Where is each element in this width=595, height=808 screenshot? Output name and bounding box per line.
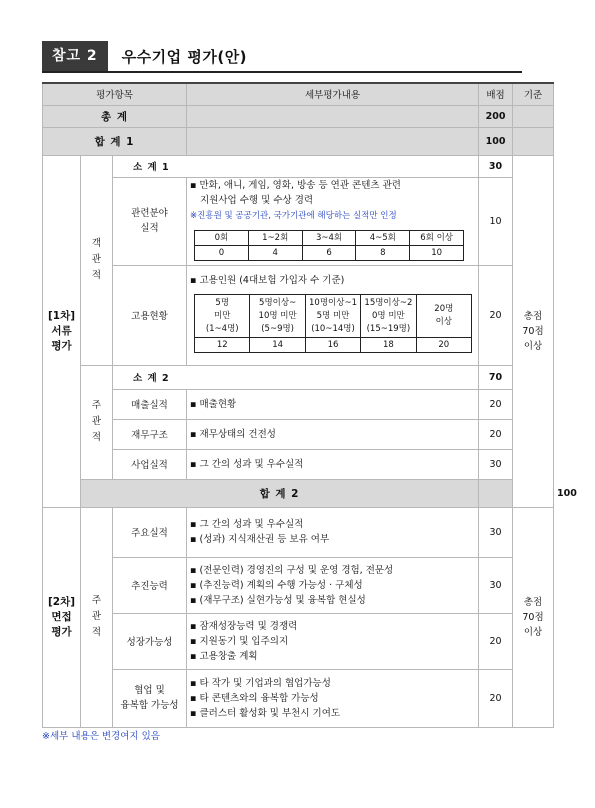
subtotal1-row: [43, 155, 554, 177]
interview-row-score: 30: [479, 557, 513, 613]
page-title: 우수기업 평가(안): [121, 47, 248, 66]
table-header-row: [43, 83, 554, 105]
employ-scale-head: [250, 295, 305, 338]
stage1-criteria-text: 총점 70점 이상: [522, 310, 544, 352]
record-bullet: ▪ 만화, 애니, 게임, 영화, 방송 등 연관 콘텐츠 관련: [190, 178, 475, 193]
title-underline: [42, 71, 522, 73]
interview-row: [43, 507, 554, 557]
subtotal1-score: 30: [479, 155, 513, 177]
employ-scale-value: 12: [195, 338, 250, 353]
subtotal2-row: [43, 365, 554, 389]
sum2-row: 합 계 2 100: [43, 479, 554, 507]
record-scale-value: 10: [410, 245, 464, 260]
interview-bullet: ▪ 타 작가 및 기업과의 협업가능성: [190, 676, 475, 691]
employ-scale-head-text: 5명 미만 (1~4명): [205, 297, 239, 334]
record-scale-table: [194, 230, 464, 261]
section-header: [42, 41, 247, 71]
employ-detail: [187, 265, 479, 365]
interview-row: [43, 613, 554, 669]
interview-bullet: ▪ (성과) 지식재산권 등 보유 여부: [190, 532, 475, 547]
subjective-row-label: 매출실적: [113, 389, 187, 419]
record-row: [43, 177, 554, 265]
stage2-criteria-text: 총점 70점 이상: [522, 596, 544, 638]
employ-label: 고용현황: [113, 265, 187, 365]
interview-row-detail: [187, 507, 479, 557]
interview-row-detail: [187, 613, 479, 669]
record-scale-head: 4~5회: [356, 230, 410, 245]
record-label: [113, 177, 187, 265]
employ-scale-value: 18: [361, 338, 416, 353]
interview-row: [43, 557, 554, 613]
stage1-name: [43, 155, 81, 507]
interview-row-label-text: 협업 및 융복합 가능성: [120, 685, 179, 711]
employ-scale-head: [361, 295, 416, 338]
record-scale-head: 6회 이상: [410, 230, 464, 245]
interview-bullet: ▪ 잠재성장능력 및 경쟁력: [190, 619, 475, 634]
interview-row-label: 성장가능성: [113, 613, 187, 669]
employ-scale-head-text: 10명이상~1 5명 미만 (10~14명): [309, 297, 357, 334]
col-item-header: 평가항목: [43, 83, 187, 105]
employ-scale-head-text: 5명이상~ 10명 미만 (5~9명): [258, 297, 297, 334]
interview-row-score: 20: [479, 669, 513, 727]
stage2-name-text: [2차] 면접 평가: [47, 595, 76, 638]
subjective-row-detail: [187, 419, 479, 449]
evaluation-table: [42, 82, 577, 728]
interview-row-detail: [187, 557, 479, 613]
interview-bullet: ▪ 지원동기 및 입주의지: [190, 634, 475, 649]
col-criteria-header: 기준: [513, 83, 554, 105]
employ-bullet: ▪ 고용인원 (4대보험 가입자 수 기준): [190, 273, 475, 288]
subjective-label: [81, 365, 113, 479]
employ-scale-head-text: 20명 이상: [434, 304, 454, 327]
record-scale-head: 0회: [195, 230, 249, 245]
record-note: ※진흥원 및 공공기관, 국가기관에 해당하는 실적만 인정: [190, 210, 397, 221]
sum1-score: 100: [479, 127, 513, 155]
subjective-row-detail: [187, 449, 479, 479]
record-scale-value: 0: [195, 245, 249, 260]
subtotal2-score: 70: [479, 365, 513, 389]
interview-row-label: [113, 669, 187, 727]
stage1-criteria: [513, 155, 554, 507]
subjective-row: [43, 419, 554, 449]
subjective-row-label: 사업실적: [113, 449, 187, 479]
record-scale-value: 8: [356, 245, 410, 260]
total-label: 총 계: [43, 105, 187, 127]
total-score: 200: [479, 105, 513, 127]
interview-type-text: 주 관 적: [91, 595, 102, 638]
interview-row: [43, 669, 554, 727]
interview-row-score: 20: [479, 613, 513, 669]
subjective-row: [43, 389, 554, 419]
subjective-row-label: 재무구조: [113, 419, 187, 449]
interview-bullet: ▪ 고용창출 계획: [190, 649, 475, 664]
total-row: [43, 105, 554, 127]
sum1-label: 합 계 1: [43, 127, 187, 155]
col-score-header: 배점: [479, 83, 513, 105]
employ-scale-head: [195, 295, 250, 338]
interview-type-label: [81, 507, 113, 727]
employ-scale-head: [416, 295, 471, 338]
subjective-row-text: ▪ 재무상태의 건전성: [190, 427, 475, 442]
employ-row: [43, 265, 554, 365]
interview-row-score: 30: [479, 507, 513, 557]
record-label-text: 관련분야 실적: [131, 208, 168, 234]
objective-label: [81, 155, 113, 365]
objective-label-text: 객 관 적: [91, 238, 102, 281]
subjective-row-score: 30: [479, 449, 513, 479]
employ-scale-table: [194, 294, 472, 353]
sum2-label: 합 계 2: [81, 479, 479, 507]
stage2-name: [43, 507, 81, 727]
sum1-row: [43, 127, 554, 155]
subjective-row-score: 20: [479, 389, 513, 419]
employ-scale-value: 14: [250, 338, 305, 353]
record-scale-value: 6: [302, 245, 356, 260]
subjective-row-text: ▪ 매출현황: [190, 397, 475, 412]
subjective-row-text: ▪ 그 간의 성과 및 우수실적: [190, 457, 475, 472]
record-score: 10: [479, 177, 513, 265]
interview-bullet: ▪ 클러스터 활성화 및 부천시 기여도: [190, 706, 475, 721]
footnote: ※세부 내용은 변경여지 있음: [42, 731, 160, 742]
col-detail-header: 세부평가내용: [187, 83, 479, 105]
record-scale-head: 3~4회: [302, 230, 356, 245]
interview-row-label: 주요실적: [113, 507, 187, 557]
subjective-row-score: 20: [479, 419, 513, 449]
interview-row-label: 추진능력: [113, 557, 187, 613]
stage2-criteria: [513, 507, 554, 727]
record-scale-head: 1~2회: [248, 230, 302, 245]
record-detail: [187, 177, 479, 265]
interview-row-detail: [187, 669, 479, 727]
employ-scale-value: 16: [305, 338, 360, 353]
subtotal1-label: 소 계 1: [113, 155, 479, 177]
subtotal2-label: 소 계 2: [113, 365, 479, 389]
subjective-row-detail: [187, 389, 479, 419]
subjective-row: [43, 449, 554, 479]
employ-scale-head: [305, 295, 360, 338]
reference-badge: 참고 2: [42, 41, 108, 71]
record-scale-value: 4: [248, 245, 302, 260]
interview-bullet: ▪ (추진능력) 계획의 수행 가능성 · 구체성: [190, 578, 475, 593]
employ-score: 20: [479, 265, 513, 365]
interview-bullet: ▪ 그 간의 성과 및 우수실적: [190, 517, 475, 532]
employ-scale-value: 20: [416, 338, 471, 353]
interview-bullet: ▪ 타 콘텐츠와의 융복합 가능성: [190, 691, 475, 706]
interview-bullet: ▪ (재무구조) 실현가능성 및 융복합 현실성: [190, 593, 475, 608]
employ-scale-head-text: 15명이상~2 0명 미만 (15~19명): [364, 297, 413, 334]
interview-bullet: ▪ (전문인력) 경영진의 구성 및 운영 경험, 전문성: [190, 563, 475, 578]
stage1-name-text: [1차] 서류 평가: [47, 309, 76, 352]
record-bullet-cont: 지원사업 수행 및 수상 경력: [200, 194, 314, 206]
subjective-label-text: 주 관 적: [91, 400, 102, 443]
